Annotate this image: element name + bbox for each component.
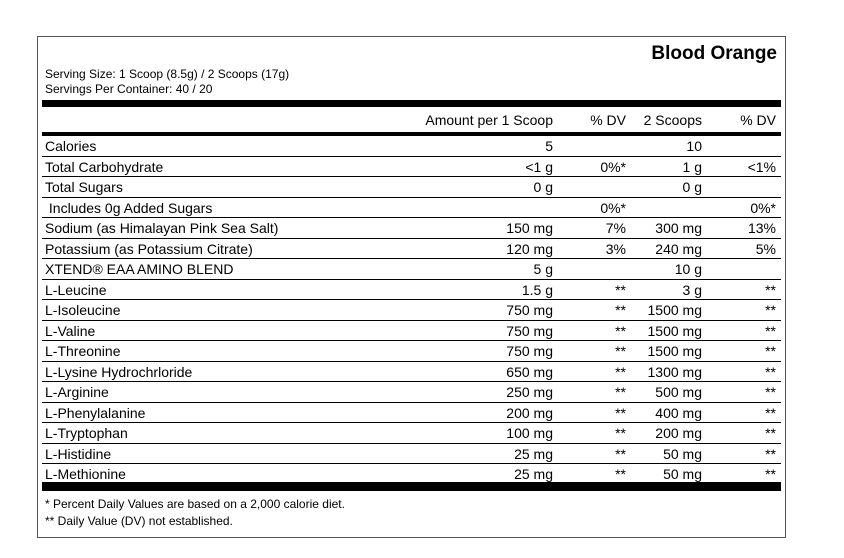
dv-2-scoops: <1% bbox=[747, 158, 776, 175]
table-row bbox=[42, 423, 781, 444]
dv-1-scoop: 7% bbox=[605, 220, 626, 236]
nutrient-name: Total Sugars bbox=[45, 179, 123, 195]
amount-1-scoop: 120 mg bbox=[506, 240, 553, 257]
dv-1-scoop: ** bbox=[615, 302, 626, 318]
amount-2-scoops: 1500 mg bbox=[647, 302, 702, 318]
table-header bbox=[42, 110, 781, 130]
dv-1-scoop: ** bbox=[615, 343, 626, 359]
table-row bbox=[42, 321, 781, 342]
amount-2-scoops: 10 bbox=[686, 138, 702, 154]
table-row bbox=[42, 280, 781, 301]
amount-2-scoops: 50 mg bbox=[663, 445, 702, 462]
amount-1-scoop: 250 mg bbox=[506, 384, 553, 400]
nutrient-name: L-Leucine bbox=[45, 281, 107, 298]
dv-2-scoops: ** bbox=[765, 281, 776, 298]
table-row bbox=[42, 403, 781, 424]
amount-2-scoops: 240 mg bbox=[655, 240, 702, 257]
amount-1-scoop: 750 mg bbox=[506, 343, 553, 359]
amount-1-scoop: 25 mg bbox=[514, 466, 553, 482]
nutrient-name: L-Methionine bbox=[45, 466, 126, 482]
dv-1-scoop: ** bbox=[615, 445, 626, 462]
nutrient-name: L-Arginine bbox=[45, 384, 109, 400]
dv-2-scoops: ** bbox=[765, 343, 776, 359]
amount-2-scoops: 200 mg bbox=[655, 425, 702, 441]
amount-2-scoops: 1 g bbox=[682, 158, 702, 175]
dv-2-scoops: 5% bbox=[755, 240, 776, 257]
table-row bbox=[42, 259, 781, 280]
amount-2-scoops: 1500 mg bbox=[647, 322, 702, 339]
amount-2-scoops: 3 g bbox=[682, 281, 702, 298]
amount-2-scoops: 50 mg bbox=[663, 466, 702, 482]
amount-1-scoop: 200 mg bbox=[506, 404, 553, 421]
dv-2-scoops: ** bbox=[765, 466, 776, 482]
amount-1-scoop: 750 mg bbox=[506, 302, 553, 318]
nutrient-name: L-Phenylalanine bbox=[45, 404, 146, 421]
nutrient-name: L-Threonine bbox=[45, 343, 121, 359]
amount-2-scoops: 500 mg bbox=[655, 384, 702, 400]
nutrient-name: L-Valine bbox=[45, 322, 96, 339]
amount-2-scoops: 10 g bbox=[674, 261, 702, 277]
nutrient-name: L-Lysine Hydrochrloride bbox=[45, 363, 193, 380]
amount-1-scoop: 1.5 g bbox=[521, 281, 553, 298]
table-row bbox=[42, 444, 781, 465]
amount-1-scoop: 100 mg bbox=[506, 425, 553, 441]
servings-per-container: Servings Per Container: 40 / 20 bbox=[45, 82, 213, 96]
amount-1-scoop: <1 g bbox=[525, 158, 553, 175]
table-row bbox=[42, 362, 781, 383]
dv-1-scoop: 0%* bbox=[600, 199, 626, 216]
serving-size: Serving Size: 1 Scoop (8.5g) / 2 Scoops (17g) bbox=[45, 67, 290, 81]
dv-1-scoop: 0%* bbox=[600, 158, 626, 175]
dv-1-scoop: ** bbox=[615, 404, 626, 421]
nutrient-name: XTEND® EAA AMINO BLEND bbox=[45, 261, 234, 277]
nutrient-name: L-Histidine bbox=[45, 445, 112, 462]
footnote-percent-dv: * Percent Daily Values are based on a 2,000 calorie diet. bbox=[45, 497, 345, 511]
dv-2-scoops: ** bbox=[765, 445, 776, 462]
dv-2-scoops: 0%* bbox=[750, 199, 776, 216]
nutrient-name: Includes 0g Added Sugars bbox=[45, 199, 213, 216]
dv-2-scoops: ** bbox=[765, 384, 776, 400]
amount-2-scoops: 1300 mg bbox=[647, 363, 702, 380]
table-row bbox=[42, 177, 781, 198]
nutrition-facts-panel bbox=[37, 36, 786, 538]
nutrient-name: Potassium (as Potassium Citrate) bbox=[45, 240, 253, 257]
table-row bbox=[42, 136, 781, 157]
nutrient-name: Total Carbohydrate bbox=[45, 158, 164, 175]
dv-1-scoop: ** bbox=[615, 425, 626, 441]
table-row bbox=[42, 157, 781, 178]
table-row bbox=[42, 218, 781, 239]
amount-1-scoop: 5 bbox=[545, 138, 553, 154]
nutrient-name: Sodium (as Himalayan Pink Sea Salt) bbox=[45, 220, 279, 236]
table-row bbox=[42, 341, 781, 362]
nutrient-name: L-Tryptophan bbox=[45, 425, 128, 441]
amount-1-scoop: 750 mg bbox=[506, 322, 553, 339]
table-row bbox=[42, 239, 781, 260]
header-dv-1: % DV bbox=[590, 112, 626, 128]
dv-2-scoops: ** bbox=[765, 363, 776, 380]
nutrient-name: L-Isoleucine bbox=[45, 302, 121, 318]
bottom-divider bbox=[42, 482, 781, 491]
dv-1-scoop: ** bbox=[615, 466, 626, 482]
nutrient-rows bbox=[42, 136, 781, 485]
header-amount-1-scoop: Amount per 1 Scoop bbox=[425, 112, 553, 128]
dv-2-scoops: ** bbox=[765, 302, 776, 318]
thick-divider bbox=[42, 100, 781, 107]
dv-1-scoop: ** bbox=[615, 322, 626, 339]
amount-1-scoop: 650 mg bbox=[506, 363, 553, 380]
amount-1-scoop: 150 mg bbox=[506, 220, 553, 236]
dv-1-scoop: ** bbox=[615, 281, 626, 298]
amount-2-scoops: 1500 mg bbox=[647, 343, 702, 359]
nutrient-name: Calories bbox=[45, 138, 97, 154]
dv-1-scoop: ** bbox=[615, 384, 626, 400]
footnote-dv-not-established: ** Daily Value (DV) not established. bbox=[45, 514, 233, 528]
dv-1-scoop: ** bbox=[615, 363, 626, 380]
dv-2-scoops: ** bbox=[765, 425, 776, 441]
amount-2-scoops: 0 g bbox=[682, 179, 702, 195]
dv-2-scoops: 13% bbox=[747, 220, 776, 236]
dv-2-scoops: ** bbox=[765, 404, 776, 421]
amount-1-scoop: 25 mg bbox=[514, 445, 553, 462]
serving-info bbox=[45, 67, 289, 97]
table-row bbox=[42, 382, 781, 403]
amount-2-scoops: 300 mg bbox=[655, 220, 702, 236]
footnotes bbox=[45, 496, 345, 530]
header-dv-2: % DV bbox=[740, 112, 776, 128]
table-row bbox=[42, 198, 781, 219]
amount-1-scoop: 5 g bbox=[533, 261, 553, 277]
header-amount-2-scoops: 2 Scoops bbox=[643, 112, 702, 128]
flavor-title: Blood Orange bbox=[651, 43, 777, 64]
dv-2-scoops: ** bbox=[765, 322, 776, 339]
dv-1-scoop: 3% bbox=[605, 240, 626, 257]
amount-1-scoop: 0 g bbox=[533, 179, 553, 195]
table-row bbox=[42, 300, 781, 321]
amount-2-scoops: 400 mg bbox=[655, 404, 702, 421]
